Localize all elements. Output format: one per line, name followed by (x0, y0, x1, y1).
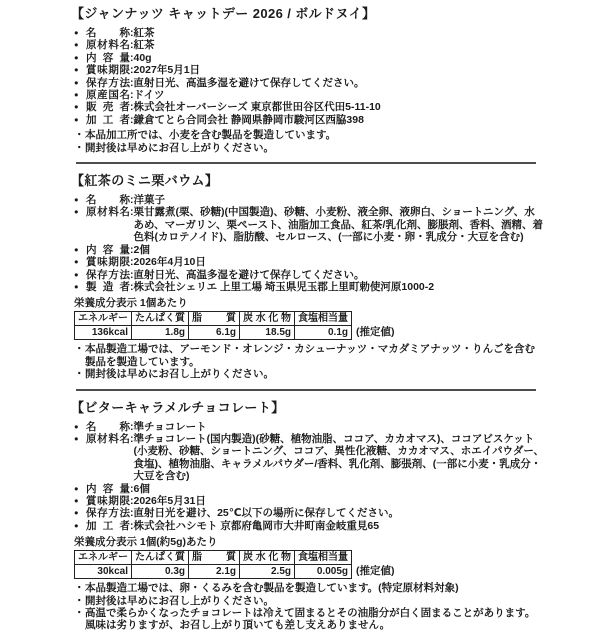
field-label: 保存方法 (86, 76, 130, 89)
field-row-net-content (74, 52, 544, 64)
nutrition-header-row (75, 312, 352, 326)
field-label: 販売者 (86, 101, 130, 114)
field-label: 内容量 (86, 243, 130, 256)
note-line (74, 129, 544, 141)
bullet-icon: ● (74, 495, 79, 505)
field-label: 製造者 (86, 280, 130, 293)
section-tea (71, 5, 544, 154)
nutrition-table (74, 550, 352, 579)
nutrition-block (74, 296, 544, 340)
field-value: 2個 (133, 243, 150, 256)
nutrition-value: 18.5g (240, 326, 295, 340)
section-divider (76, 162, 536, 164)
field-label: 原材料名 (86, 39, 130, 52)
colon-separator: : (130, 243, 134, 256)
field-label: 加工者 (86, 113, 130, 126)
bullet-icon: ● (74, 28, 79, 37)
nutrition-value-row (75, 565, 352, 579)
note-bullet-icon: ・ (74, 582, 85, 595)
note-line (74, 595, 544, 607)
nutrition-table-wrap (74, 550, 544, 579)
field-row-name (74, 27, 544, 39)
field-label: 賞味期限 (86, 494, 130, 507)
colon-separator: : (130, 51, 134, 64)
field-label: 保存方法 (86, 507, 130, 520)
colon-separator: : (130, 482, 134, 495)
note-text: 本品製造工場では、アーモンド・オレンジ・カシューナッツ・マカダミアナッツ・りんごを含む製品を製造しています。 (85, 343, 536, 368)
field-value: 鎌倉てとら合同会社 静岡県静岡市駿河区西脇398 (133, 113, 364, 126)
nutrition-header: エネルギー (75, 312, 132, 326)
bullet-icon: ● (74, 77, 79, 87)
field-row-name (74, 194, 544, 206)
field-row-ingredients (74, 206, 544, 243)
field-value: 40g (133, 51, 152, 64)
nutrition-header: 炭水化物 (240, 551, 295, 565)
note-line (74, 343, 544, 368)
colon-separator: : (130, 494, 134, 507)
field-row-best-before (74, 256, 544, 268)
note-line (74, 607, 544, 632)
colon-separator: : (130, 27, 134, 39)
nutrition-value: 6.1g (189, 326, 240, 340)
field-label: 賞味期限 (86, 256, 130, 269)
nutrition-table-wrap (74, 311, 544, 340)
field-row-processor (74, 520, 544, 532)
bullet-icon: ● (74, 65, 79, 75)
field-value: 株式会社オーバーシーズ 東京都世田谷区代田5-11-10 (133, 101, 381, 114)
colon-separator: : (130, 89, 134, 102)
note-text: 本品加工所では、小麦を含む製品を製造しています。 (85, 129, 337, 142)
field-row-best-before (74, 495, 544, 507)
field-value: ドイツ (133, 89, 165, 102)
nutrition-header: 炭水化物 (240, 312, 295, 326)
section-title: 【ビターキャラメルチョコレート】 (71, 399, 285, 415)
field-row-storage (74, 77, 544, 89)
note-bullet-icon: ・ (74, 594, 85, 607)
colon-separator: : (130, 206, 134, 219)
field-row-name (74, 421, 544, 433)
section-title: 【紅茶のミニ栗バウム】 (71, 173, 219, 189)
section-title: 【ジャンナッツ キャットデー 2026 / ボルドヌイ】 (71, 6, 376, 21)
nutrition-header: エネルギー (75, 551, 132, 565)
bullet-icon: ● (74, 207, 79, 217)
field-value: 洋菓子 (133, 194, 165, 207)
field-value: 準チョコレート(国内製造)(砂糖、植物油脂、ココア、カカオマス)、ココアビスケット(小麦粉、砂糖、ショートニング、ココア、異性化液糖、カカオマス、ホエイパウダー、食塩)、植物油脂、キャラメルパウダー/香料、乳化剤、膨張剤、(一部に小麦・乳成分・大豆を含む) (133, 432, 544, 483)
field-label: 内容量 (86, 482, 130, 495)
note-bullet-icon: ・ (74, 129, 85, 142)
nutrition-value-row (75, 326, 352, 340)
colon-separator: : (130, 507, 134, 520)
colon-separator: : (130, 420, 134, 433)
bullet-icon: ● (74, 52, 79, 62)
colon-separator: : (130, 268, 134, 281)
bullet-icon: ● (74, 483, 79, 493)
note-bullet-icon: ・ (74, 368, 85, 381)
field-row-processor (74, 114, 544, 126)
bullet-icon: ● (74, 40, 79, 50)
nutrition-value: 2.5g (240, 565, 295, 579)
note-text: 高温で柔らかくなったチョコレートは冷えて固まるとその油脂分が白く固まることがあります。風味は劣りますが、お召し上がり頂いても差し支えありません。 (85, 607, 536, 632)
bullet-icon: ● (74, 508, 79, 518)
field-value: 直射日光、高温多湿を避けて保存してください。 (133, 76, 365, 89)
bullet-icon: ● (74, 195, 79, 205)
nutrition-header: たんぱく質 (132, 551, 189, 565)
field-label: 原材料名 (86, 206, 130, 219)
nutrition-header: 脂質 (189, 551, 240, 565)
colon-separator: : (130, 76, 134, 89)
field-label: 名称 (86, 27, 130, 39)
note-text: 本品製造工場では、卵・くるみを含む製品を製造しています。(特定原材料対象) (85, 582, 459, 595)
field-row-manufacturer (74, 281, 544, 293)
note-line (74, 142, 544, 154)
bullet-icon: ● (74, 520, 79, 530)
field-value: 紅茶 (133, 27, 155, 39)
field-label: 原材料名 (86, 432, 130, 445)
field-row-best-before (74, 64, 544, 76)
note-text: 開封後は早めにお召し上がりください。 (85, 594, 274, 607)
field-value: 紅茶 (133, 39, 155, 52)
nutrition-value: 0.1g (295, 326, 352, 340)
nutrition-value: 30kcal (75, 565, 132, 579)
nutrition-header-row (75, 551, 352, 565)
note-text: 開封後は早めにお召し上がりください。 (85, 368, 274, 381)
colon-separator: : (130, 519, 134, 532)
field-value: 2026年4月10日 (133, 256, 206, 269)
field-row-ingredients (74, 433, 544, 483)
section-notes (74, 582, 544, 632)
field-value: 直射日光、高温多湿を避けて保存してください。 (133, 268, 365, 281)
colon-separator: : (130, 113, 134, 126)
nutrition-value: 1.8g (132, 326, 189, 340)
section-notes (74, 343, 544, 380)
field-value: 株式会社ハシモト 京都府亀岡市大井町南金岐重見65 (133, 519, 380, 532)
estimate-label: (推定値) (356, 326, 395, 339)
field-value: 2027年5月1日 (133, 64, 201, 77)
section-divider (76, 389, 536, 391)
colon-separator: : (130, 39, 134, 52)
field-label: 保存方法 (86, 268, 130, 281)
field-value: 2026年5月31日 (133, 494, 206, 507)
field-value: 準チョコレート (133, 420, 207, 433)
bullet-icon: ● (74, 421, 79, 431)
section-baum (71, 172, 544, 381)
nutrition-value: 0.3g (132, 565, 189, 579)
note-line (74, 368, 544, 380)
nutrition-caption: 栄養成分表示 1個あたり (74, 297, 188, 310)
nutrition-value: 2.1g (189, 565, 240, 579)
field-label: 名称 (86, 194, 130, 207)
note-bullet-icon: ・ (74, 343, 85, 356)
field-row-ingredients (74, 39, 544, 51)
field-label: 内容量 (86, 51, 130, 64)
bullet-icon: ● (74, 281, 79, 291)
field-label: 名称 (86, 420, 130, 433)
nutrition-caption: 栄養成分表示 1個(約5g)あたり (74, 536, 218, 549)
estimate-label: (推定値) (356, 565, 395, 578)
colon-separator: : (130, 194, 134, 207)
field-row-storage (74, 269, 544, 281)
bullet-icon: ● (74, 269, 79, 279)
nutrition-header: たんぱく質 (132, 312, 189, 326)
field-label: 原産国名 (86, 89, 130, 102)
bullet-icon: ● (74, 244, 79, 254)
field-row-country-of-origin (74, 89, 544, 101)
field-row-seller (74, 101, 544, 113)
note-bullet-icon: ・ (74, 141, 85, 154)
section-chocolate (71, 399, 544, 632)
colon-separator: : (130, 64, 134, 77)
bullet-icon: ● (74, 433, 79, 443)
field-row-net-content (74, 244, 544, 256)
nutrition-value: 0.005g (295, 565, 352, 579)
nutrition-block (74, 535, 544, 579)
bullet-icon: ● (74, 90, 79, 100)
nutrition-header: 食塩相当量 (295, 551, 352, 565)
nutrition-header: 食塩相当量 (295, 312, 352, 326)
field-value: 株式会社シェリエ 上里工場 埼玉県児玉郡上里町勅使河原1000-2 (133, 280, 435, 293)
section-notes (74, 129, 544, 154)
colon-separator: : (130, 280, 134, 293)
field-value: 6個 (133, 482, 150, 495)
bullet-icon: ● (74, 114, 79, 124)
field-value: 直射日光を避け、25℃以下の場所に保存してください。 (133, 507, 399, 520)
field-label: 賞味期限 (86, 64, 130, 77)
note-text: 開封後は早めにお召し上がりください。 (85, 141, 274, 154)
nutrition-value: 136kcal (75, 326, 132, 340)
colon-separator: : (130, 101, 134, 114)
note-line (74, 582, 544, 594)
colon-separator: : (130, 432, 134, 445)
field-row-storage (74, 507, 544, 519)
field-row-net-content (74, 483, 544, 495)
nutrition-header: 脂質 (189, 312, 240, 326)
colon-separator: : (130, 256, 134, 269)
bullet-icon: ● (74, 257, 79, 267)
field-value: 栗甘露煮(栗、砂糖)(中国製造)、砂糖、小麦粉、液全卵、液卵白、ショートニング、水あめ、マーガリン、栗ペースト、油脂加工食品、紅茶/乳化剤、膨脹剤、香料、酒精、着色料(カロテノイド)、脂肪酸、セルロース、(一部に小麦・卵・乳成分・大豆を含む) (133, 206, 543, 244)
field-label: 加工者 (86, 519, 130, 532)
note-bullet-icon: ・ (74, 607, 85, 619)
bullet-icon: ● (74, 102, 79, 112)
nutrition-table (74, 311, 352, 340)
